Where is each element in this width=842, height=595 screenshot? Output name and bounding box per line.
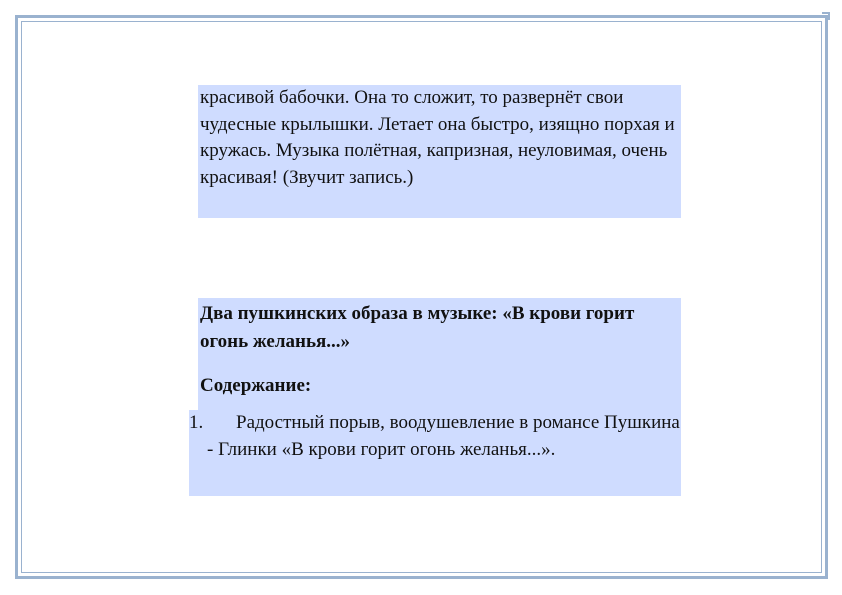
list-item-number: 1. bbox=[189, 412, 204, 433]
section-title: Два пушкинских образа в музыке: «В крови горит огонь желанья...» bbox=[200, 303, 635, 352]
list-item-text: Радостный порыв, воодушевление в романсе Пушкина - Глинки «В крови горит огонь желанья...». bbox=[207, 412, 680, 460]
description-paragraph: красивой бабочки. Она то сложит, то развернёт свои чудесные крылышки. Летает она быстро, изящно порхая и кружась. Музыка полётная, капризная, неуловимая, очень красивая! (Звучит запись.) bbox=[198, 85, 681, 218]
content-label: Содержание: bbox=[200, 375, 312, 396]
content-list bbox=[189, 410, 681, 496]
frame-corner-decoration bbox=[822, 12, 830, 20]
list-item bbox=[189, 410, 681, 463]
section-heading-block bbox=[198, 298, 681, 410]
